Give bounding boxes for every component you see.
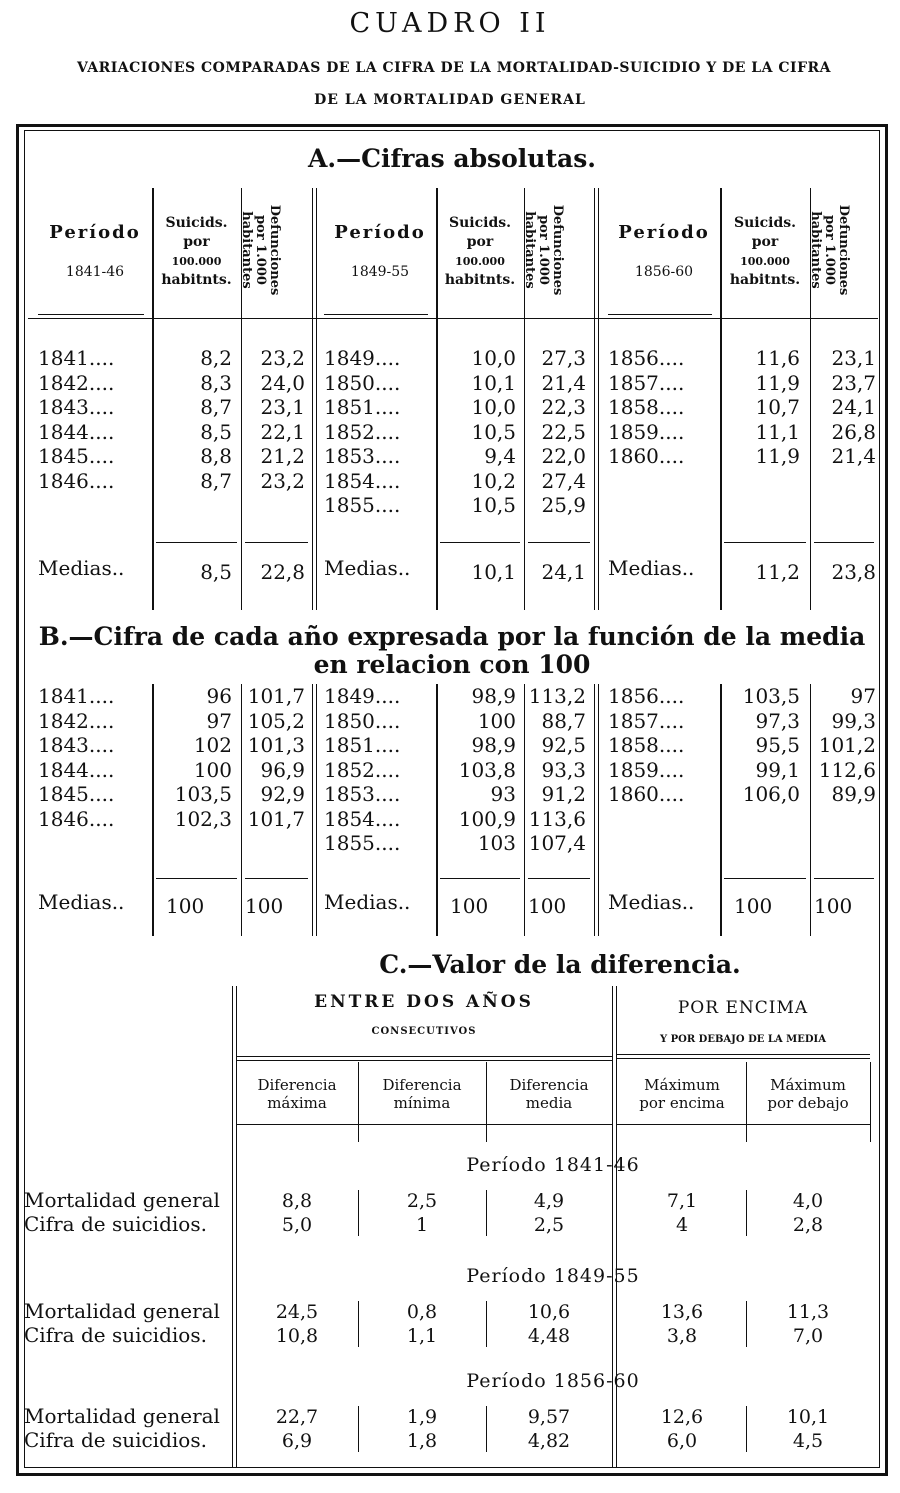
death-mean-cell: 22,8 (260, 560, 305, 584)
column-rule (746, 1301, 747, 1347)
header-defunciones-line: habitantes (808, 211, 823, 289)
row-rule (236, 1124, 612, 1125)
difference-value-cell: 6,0 (666, 1430, 698, 1452)
row-rule (440, 542, 520, 543)
row-label: Mortalidad general (24, 1404, 220, 1428)
suicide-rate-cell: 8,8 (200, 444, 232, 468)
column-header-line: mínima (393, 1094, 451, 1112)
column-rule (312, 188, 317, 610)
column-header-line: Diferencia (257, 1076, 337, 1094)
header-defunciones-line: por 1.000 (536, 215, 551, 285)
medias-label: Medias.. (608, 890, 695, 914)
suicide-index-mean-cell: 100 (166, 894, 205, 918)
death-rate-cell: 21,2 (260, 444, 305, 468)
suicide-index-cell: 100,9 (458, 806, 516, 831)
death-index-cell: 96,9 (260, 757, 305, 782)
suicide-rate-cell: 11,9 (755, 444, 800, 468)
difference-value-cell: 10,1 (786, 1406, 830, 1428)
section-c-title: C.—Valor de la diferencia. (379, 950, 741, 979)
suicide-rate-cell: 11,6 (755, 346, 800, 370)
column-rule (152, 188, 154, 610)
header-por-encima: POR ENCIMA (677, 998, 809, 1018)
death-rate-cell: 21,4 (831, 444, 876, 468)
suicide-rate-cell: 9,4 (484, 444, 516, 468)
year-cell: 1843.... (38, 395, 115, 419)
column-rule (594, 684, 599, 936)
difference-value-cell: 10,8 (275, 1325, 319, 1347)
header-suicidios-line: por (183, 234, 210, 250)
suicide-rate-cell: 10,7 (755, 395, 800, 419)
header-suicidios-line: Suicids. (165, 215, 228, 231)
header-suicidios (436, 214, 524, 290)
difference-value-cell: 2,5 (533, 1214, 565, 1236)
year-cell: 1845.... (38, 444, 115, 468)
header-periodo: Período (618, 222, 710, 243)
year-cell: 1843.... (38, 733, 115, 757)
difference-value-cell: 4,0 (792, 1190, 824, 1212)
difference-value-cell: 1,9 (406, 1406, 438, 1428)
column-header (486, 1076, 612, 1112)
death-index-mean-cell: 100 (814, 894, 853, 918)
column-rule (810, 188, 811, 610)
death-rate-cell: 22,0 (541, 444, 586, 468)
row-rule (608, 314, 712, 315)
column-rule (358, 1406, 359, 1452)
year-cell: 1860.... (608, 782, 685, 806)
suicide-index-cell: 103,8 (458, 757, 516, 782)
suicide-index-cell: 99,1 (755, 757, 800, 782)
difference-value-cell: 7,1 (666, 1190, 698, 1212)
suicide-rate-cell: 10,5 (471, 419, 516, 444)
row-label: Cifra de suicidios. (24, 1323, 207, 1347)
header-defunciones-line: habitantes (522, 211, 537, 289)
death-mean-cell: 24,1 (541, 560, 586, 584)
column-rule (870, 1062, 871, 1142)
period-label: Período 1841-46 (466, 1154, 640, 1176)
year-cell: 1858.... (608, 395, 685, 419)
death-rate-cell: 26,8 (831, 419, 876, 444)
suicide-index-cell: 100 (477, 708, 516, 733)
row-rule (324, 314, 428, 315)
death-index-cell: 101,3 (247, 733, 305, 757)
difference-value-cell: 24,5 (275, 1301, 319, 1323)
column-header-line: Máximum (770, 1076, 846, 1094)
year-cell: 1858.... (608, 733, 685, 757)
table-subtitle-line1: VARIACIONES COMPARADAS DE LA CIFRA DE LA MORTALIDAD-SUICIDIO Y DE LA CIFRA (76, 60, 832, 76)
death-index-cell: 99,3 (831, 708, 876, 733)
medias-label: Medias.. (38, 890, 125, 914)
column-rule (241, 188, 242, 610)
header-suicidios-line: Suicids. (449, 215, 511, 231)
death-index-cell: 105,2 (247, 708, 305, 733)
column-rule (746, 1406, 747, 1452)
difference-value-cell: 9,57 (527, 1406, 571, 1428)
header-defunciones-line: habitantes (239, 211, 254, 289)
row-rule (440, 878, 520, 879)
header-defunciones-line: Defunciones (836, 204, 851, 296)
column-rule (241, 684, 242, 936)
row-label: Cifra de suicidios. (24, 1428, 207, 1452)
difference-value-cell: 1 (415, 1214, 429, 1236)
year-cell: 1856.... (608, 346, 685, 370)
header-suicidios-line: habitnts. (161, 272, 232, 288)
header-defunciones (808, 190, 850, 310)
difference-value-cell: 10,6 (527, 1301, 571, 1323)
header-por-debajo-de-la-media: Y POR DEBAJO DE LA MEDIA (660, 1034, 826, 1045)
death-index-mean-cell: 100 (528, 894, 567, 918)
suicide-mean-cell: 8,5 (200, 560, 232, 584)
difference-value-cell: 4,5 (792, 1430, 824, 1452)
death-index-cell: 91,2 (541, 782, 586, 806)
suicide-index-cell: 98,9 (471, 733, 516, 757)
header-defunciones (239, 190, 281, 310)
year-cell: 1859.... (608, 757, 685, 782)
death-mean-cell: 23,8 (831, 560, 876, 584)
column-rule (810, 684, 811, 936)
suicide-index-cell: 96 (206, 684, 232, 708)
death-rate-cell: 24,1 (831, 395, 876, 419)
header-suicidios-line: Suicids. (734, 215, 796, 231)
header-suicidios-line: por (751, 234, 779, 250)
header-suicidios-line: habitnts. (444, 272, 516, 288)
year-cell: 1852.... (324, 757, 401, 782)
year-cell: 1844.... (38, 757, 115, 782)
suicide-index-cell: 102 (193, 733, 232, 757)
suicide-index-cell: 106,0 (742, 782, 800, 806)
year-cell: 1853.... (324, 444, 401, 468)
row-rule (616, 1054, 870, 1059)
difference-value-cell: 5,0 (281, 1214, 313, 1236)
section-a-title: A.—Cifras absolutas. (307, 144, 597, 173)
row-rule (38, 314, 144, 315)
column-rule (152, 684, 154, 936)
column-header (746, 1076, 870, 1112)
suicide-mean-cell: 10,1 (471, 560, 516, 584)
medias-label: Medias.. (324, 890, 411, 914)
difference-value-cell: 7,0 (792, 1325, 824, 1347)
difference-value-cell: 6,9 (281, 1430, 313, 1452)
row-label: Mortalidad general (24, 1188, 220, 1212)
column-rule (358, 1190, 359, 1236)
year-cell: 1849.... (324, 346, 401, 370)
suicide-rate-cell: 10,2 (471, 468, 516, 493)
death-index-cell: 112,6 (818, 757, 876, 782)
death-index-cell: 101,7 (247, 684, 305, 708)
year-cell: 1853.... (324, 782, 401, 806)
year-cell: 1842.... (38, 708, 115, 733)
column-header-line: Diferencia (382, 1076, 462, 1094)
difference-value-cell: 0,8 (406, 1301, 438, 1323)
difference-value-cell: 2,8 (792, 1214, 824, 1236)
difference-value-cell: 1,1 (406, 1325, 438, 1347)
header-suicidios-line: 100.000 (740, 255, 790, 268)
death-rate-cell: 27,3 (541, 346, 586, 370)
year-cell: 1850.... (324, 370, 401, 395)
difference-value-cell: 4,9 (533, 1190, 565, 1212)
death-rate-cell: 22,5 (541, 419, 586, 444)
column-rule (594, 188, 599, 610)
column-rule (486, 1406, 487, 1452)
header-defunciones (522, 190, 564, 310)
death-rate-cell: 21,4 (541, 370, 586, 395)
suicide-rate-cell: 11,1 (755, 419, 800, 444)
death-rate-cell: 23,1 (260, 395, 305, 419)
page-title: CUADRO II (349, 8, 551, 39)
column-rule (524, 684, 525, 936)
column-rule (720, 188, 722, 610)
suicide-mean-cell: 11,2 (755, 560, 800, 584)
row-rule (236, 1056, 612, 1061)
year-cell: 1857.... (608, 708, 685, 733)
year-cell: 1854.... (324, 468, 401, 493)
header-consecutivos: CONSECUTIVOS (371, 1026, 477, 1037)
header-suicidios-line: habitnts. (729, 272, 801, 288)
suicide-rate-cell: 8,5 (200, 419, 232, 444)
header-period-range: 1856-60 (634, 264, 694, 280)
header-periodo: Período (334, 222, 426, 243)
header-defunciones-line: Defunciones (550, 204, 565, 296)
difference-value-cell: 2,5 (406, 1190, 438, 1212)
death-rate-cell: 25,9 (541, 493, 586, 517)
death-index-cell: 97 (850, 684, 876, 708)
year-cell: 1841.... (38, 346, 115, 370)
column-header-line: Diferencia (509, 1076, 589, 1094)
year-cell: 1854.... (324, 806, 401, 831)
header-defunciones-line: Defunciones (267, 204, 282, 296)
row-rule (724, 878, 806, 879)
difference-value-cell: 4 (675, 1214, 689, 1236)
header-defunciones-line: por 1.000 (822, 215, 837, 285)
suicide-index-cell: 103,5 (742, 684, 800, 708)
suicide-index-mean-cell: 100 (734, 894, 773, 918)
row-label: Mortalidad general (24, 1299, 220, 1323)
suicide-rate-cell: 11,9 (755, 370, 800, 395)
column-header (618, 1076, 746, 1112)
year-cell: 1845.... (38, 782, 115, 806)
difference-value-cell: 8,8 (281, 1190, 313, 1212)
suicide-index-cell: 93 (490, 782, 516, 806)
difference-value-cell: 4,82 (527, 1430, 571, 1452)
suicide-index-cell: 97 (206, 708, 232, 733)
year-cell: 1851.... (324, 733, 401, 757)
header-period-range: 1849-55 (350, 264, 410, 280)
death-rate-cell: 23,7 (831, 370, 876, 395)
year-cell: 1857.... (608, 370, 685, 395)
suicide-index-cell: 100 (193, 757, 232, 782)
column-header-line: por encima (639, 1094, 725, 1112)
suicide-rate-cell: 10,1 (471, 370, 516, 395)
row-label: Cifra de suicidios. (24, 1212, 207, 1236)
suicide-index-cell: 103 (477, 831, 516, 855)
period-label: Período 1849-55 (466, 1265, 640, 1287)
difference-value-cell: 11,3 (786, 1301, 830, 1323)
suicide-rate-cell: 8,7 (200, 468, 232, 493)
suicide-index-cell: 97,3 (755, 708, 800, 733)
year-cell: 1852.... (324, 419, 401, 444)
column-rule (486, 1301, 487, 1347)
section-b-title-line2: en relacion con 100 (313, 650, 591, 679)
suicide-index-cell: 103,5 (174, 782, 232, 806)
suicide-rate-cell: 10,0 (471, 346, 516, 370)
year-cell: 1855.... (324, 493, 401, 517)
year-cell: 1844.... (38, 419, 115, 444)
suicide-rate-cell: 8,2 (200, 346, 232, 370)
column-header (358, 1076, 486, 1112)
death-index-cell: 92,9 (260, 782, 305, 806)
suicide-index-cell: 98,9 (471, 684, 516, 708)
column-rule (746, 1190, 747, 1236)
column-header (236, 1076, 358, 1112)
difference-value-cell: 4,48 (527, 1325, 571, 1347)
row-rule (245, 878, 308, 879)
header-suicidios (152, 214, 241, 290)
year-cell: 1860.... (608, 444, 685, 468)
section-b-title-line1: B.—Cifra de cada año expresada por la función de la media (38, 622, 866, 651)
column-rule (436, 188, 438, 610)
death-rate-cell: 22,1 (260, 419, 305, 444)
difference-value-cell: 1,8 (406, 1430, 438, 1452)
suicide-index-mean-cell: 100 (450, 894, 489, 918)
year-cell: 1841.... (38, 684, 115, 708)
table-subtitle-line2: DE LA MORTALIDAD GENERAL (314, 92, 586, 108)
header-periodo: Período (49, 222, 141, 243)
year-cell: 1851.... (324, 395, 401, 419)
death-index-mean-cell: 100 (245, 894, 284, 918)
difference-value-cell: 13,6 (660, 1301, 704, 1323)
column-rule (312, 684, 317, 936)
column-header-line: media (525, 1094, 573, 1112)
header-entre-dos-anos: ENTRE DOS AÑOS (314, 992, 534, 1012)
row-rule (814, 542, 874, 543)
suicide-rate-cell: 10,0 (471, 395, 516, 419)
suicide-rate-cell: 10,5 (471, 493, 516, 517)
row-rule (245, 542, 308, 543)
header-suicidios-line: 100.000 (455, 255, 505, 268)
row-rule (528, 878, 590, 879)
death-rate-cell: 23,1 (831, 346, 876, 370)
year-cell: 1856.... (608, 684, 685, 708)
header-period-range: 1841-46 (65, 264, 125, 280)
row-rule (724, 542, 806, 543)
year-cell: 1846.... (38, 468, 115, 493)
death-rate-cell: 23,2 (260, 468, 305, 493)
header-suicidios-line: 100.000 (171, 255, 222, 268)
year-cell: 1849.... (324, 684, 401, 708)
death-index-cell: 93,3 (541, 757, 586, 782)
death-rate-cell: 27,4 (541, 468, 586, 493)
column-rule (524, 188, 525, 610)
year-cell: 1855.... (324, 831, 401, 855)
column-rule (720, 684, 722, 936)
death-rate-cell: 24,0 (260, 370, 305, 395)
header-suicidios-line: por (466, 234, 494, 250)
suicide-rate-cell: 8,3 (200, 370, 232, 395)
year-cell: 1859.... (608, 419, 685, 444)
death-rate-cell: 23,2 (260, 346, 305, 370)
suicide-index-cell: 102,3 (174, 806, 232, 831)
difference-value-cell: 22,7 (275, 1406, 319, 1428)
death-index-cell: 107,4 (528, 831, 586, 855)
year-cell: 1846.... (38, 806, 115, 831)
row-rule (528, 542, 590, 543)
death-index-cell: 113,6 (528, 806, 586, 831)
medias-label: Medias.. (324, 556, 411, 580)
death-index-cell: 92,5 (541, 733, 586, 757)
medias-label: Medias.. (38, 556, 125, 580)
death-rate-cell: 22,3 (541, 395, 586, 419)
row-rule (616, 1124, 870, 1125)
difference-value-cell: 3,8 (666, 1325, 698, 1347)
medias-label: Medias.. (608, 556, 695, 580)
row-rule (156, 542, 237, 543)
column-header-line: Máximum (644, 1076, 720, 1094)
year-cell: 1850.... (324, 708, 401, 733)
column-rule (436, 684, 438, 936)
row-rule (28, 318, 878, 319)
death-index-cell: 88,7 (541, 708, 586, 733)
header-suicidios (720, 214, 810, 290)
column-header-line: por debajo (767, 1094, 849, 1112)
death-index-cell: 101,7 (247, 806, 305, 831)
column-header-line: máxima (267, 1094, 327, 1112)
period-label: Período 1856-60 (466, 1370, 640, 1392)
row-rule (156, 878, 237, 879)
suicide-index-cell: 95,5 (755, 733, 800, 757)
suicide-rate-cell: 8,7 (200, 395, 232, 419)
death-index-cell: 89,9 (831, 782, 876, 806)
death-index-cell: 113,2 (528, 684, 586, 708)
death-index-cell: 101,2 (818, 733, 876, 757)
header-defunciones-line: por 1.000 (253, 215, 268, 285)
year-cell: 1842.... (38, 370, 115, 395)
column-rule (358, 1301, 359, 1347)
column-rule (486, 1190, 487, 1236)
difference-value-cell: 12,6 (660, 1406, 704, 1428)
row-rule (814, 878, 874, 879)
